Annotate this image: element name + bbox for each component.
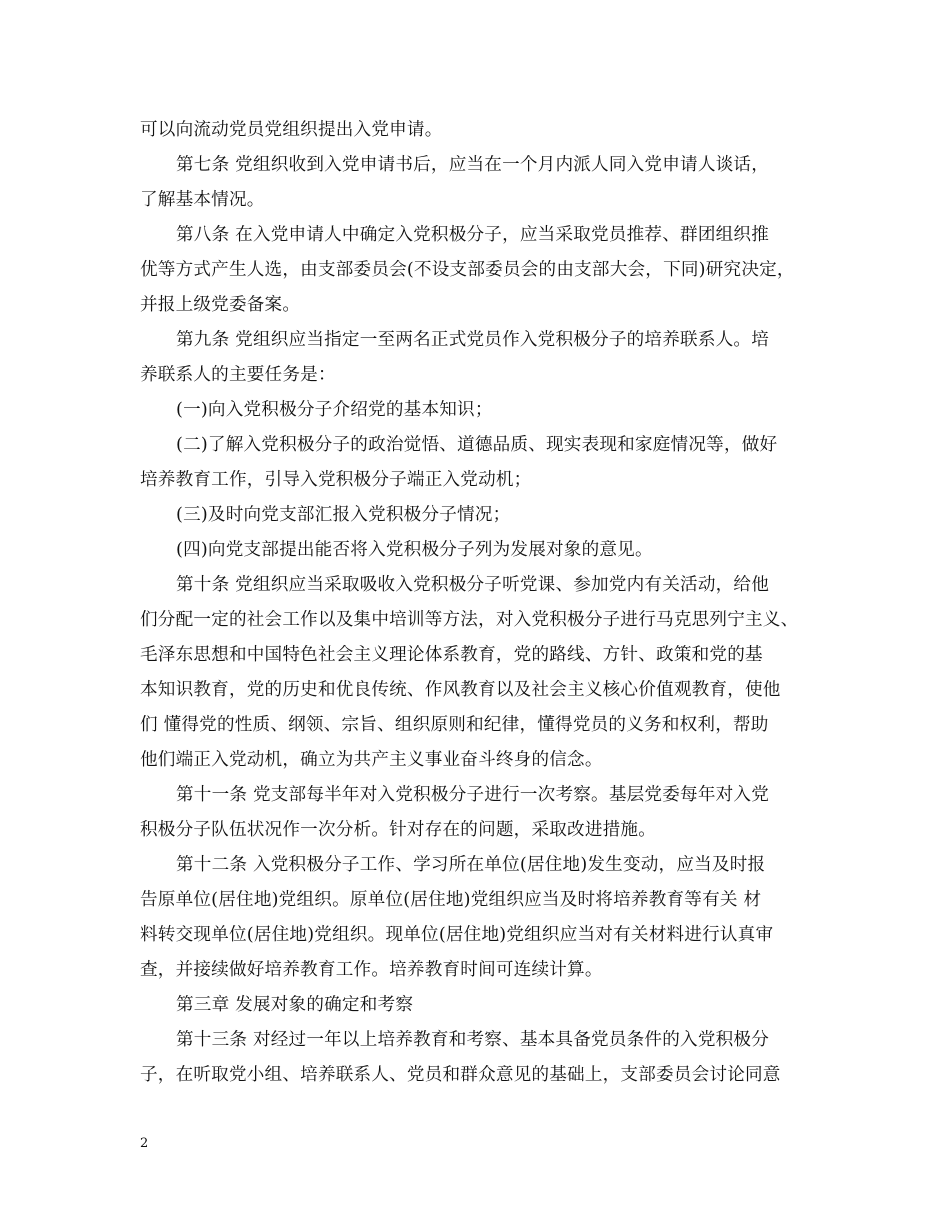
text-line: 并报上级党委备案。 bbox=[140, 295, 301, 315]
text-line: 他们端正入党动机，确立为共产主义事业奋斗终身的信念。 bbox=[140, 750, 603, 770]
text-line: 优等方式产生人选，由支部委员会(不设支部委员会的由支部大会，下同)研究决定， bbox=[140, 260, 795, 280]
text-line: 养联系人的主要任务是： bbox=[140, 365, 336, 385]
text-line: 们 懂得党的性质、纲领、宗旨、组织原则和纪律，懂得党员的义务和权利，帮助 bbox=[140, 715, 769, 735]
text-line: 们分配一定的社会工作以及集中培训等方法，对入党积极分子进行马克思列宁主义、 bbox=[140, 610, 799, 630]
text-line: 第十三条 对经过一年以上培养教育和考察、基本具备党员条件的入党积极分 bbox=[176, 1030, 769, 1050]
text-line: (一)向入党积极分子介绍党的基本知识； bbox=[176, 400, 493, 420]
text-line: 料转交现单位(居住地)党组织。现单位(居住地)党组织应当对有关材料进行认真审 bbox=[140, 925, 774, 945]
text-line: 本知识教育，党的历史和优良传统、作风教育以及社会主义核心价值观教育，使他 bbox=[140, 680, 781, 700]
text-line: (三)及时向党支部汇报入党积极分子情况； bbox=[176, 505, 511, 525]
text-line: 了解基本情况。 bbox=[140, 190, 265, 210]
text-line: (二)了解入党积极分子的政治觉悟、道德品质、现实表现和家庭情况等，做好 bbox=[176, 435, 778, 455]
text-line: 第十二条 入党积极分子工作、学习所在单位(居住地)发生变动，应当及时报 bbox=[176, 855, 766, 875]
text-line: 告原单位(居住地)党组织。原单位(居住地)党组织应当及时将培养教育等有关 材 bbox=[140, 890, 762, 910]
text-line: (四)向党支部提出能否将入党积极分子列为发展对象的意见。 bbox=[176, 540, 653, 560]
page-number: 2 bbox=[140, 1136, 149, 1151]
chapter-heading: 第三章 发展对象的确定和考察 bbox=[176, 995, 414, 1015]
text-line: 子，在听取党小组、培养联系人、党员和群众意见的基础上，支部委员会讨论同意 bbox=[140, 1065, 781, 1085]
text-line: 第七条 党组织收到入党申请书后，应当在一个月内派人同入党申请人谈话， bbox=[176, 155, 769, 175]
text-line: 第八条 在入党申请人中确定入党积极分子，应当采取党员推荐、群团组织推 bbox=[176, 225, 769, 245]
text-line: 可以向流动党员党组织提出入党申请。 bbox=[140, 120, 443, 140]
text-line: 第十条 党组织应当采取吸收入党积极分子听党课、参加党内有关活动，给他 bbox=[176, 575, 769, 595]
text-line: 查，并接续做好培养教育工作。培养教育时间可连续计算。 bbox=[140, 960, 603, 980]
text-line: 第十一条 党支部每半年对入党积极分子进行一次考察。基层党委每年对入党 bbox=[176, 785, 769, 805]
text-line: 第九条 党组织应当指定一至两名正式党员作入党积极分子的培养联系人。培 bbox=[176, 330, 769, 350]
text-line: 积极分子队伍状况作一次分析。针对存在的问题，采取改进措施。 bbox=[140, 820, 657, 840]
text-line: 毛泽东思想和中国特色社会主义理论体系教育，党的路线、方针、政策和党的基 bbox=[140, 645, 763, 665]
text-line: 培养教育工作，引导入党积极分子端正入党动机； bbox=[140, 470, 532, 490]
